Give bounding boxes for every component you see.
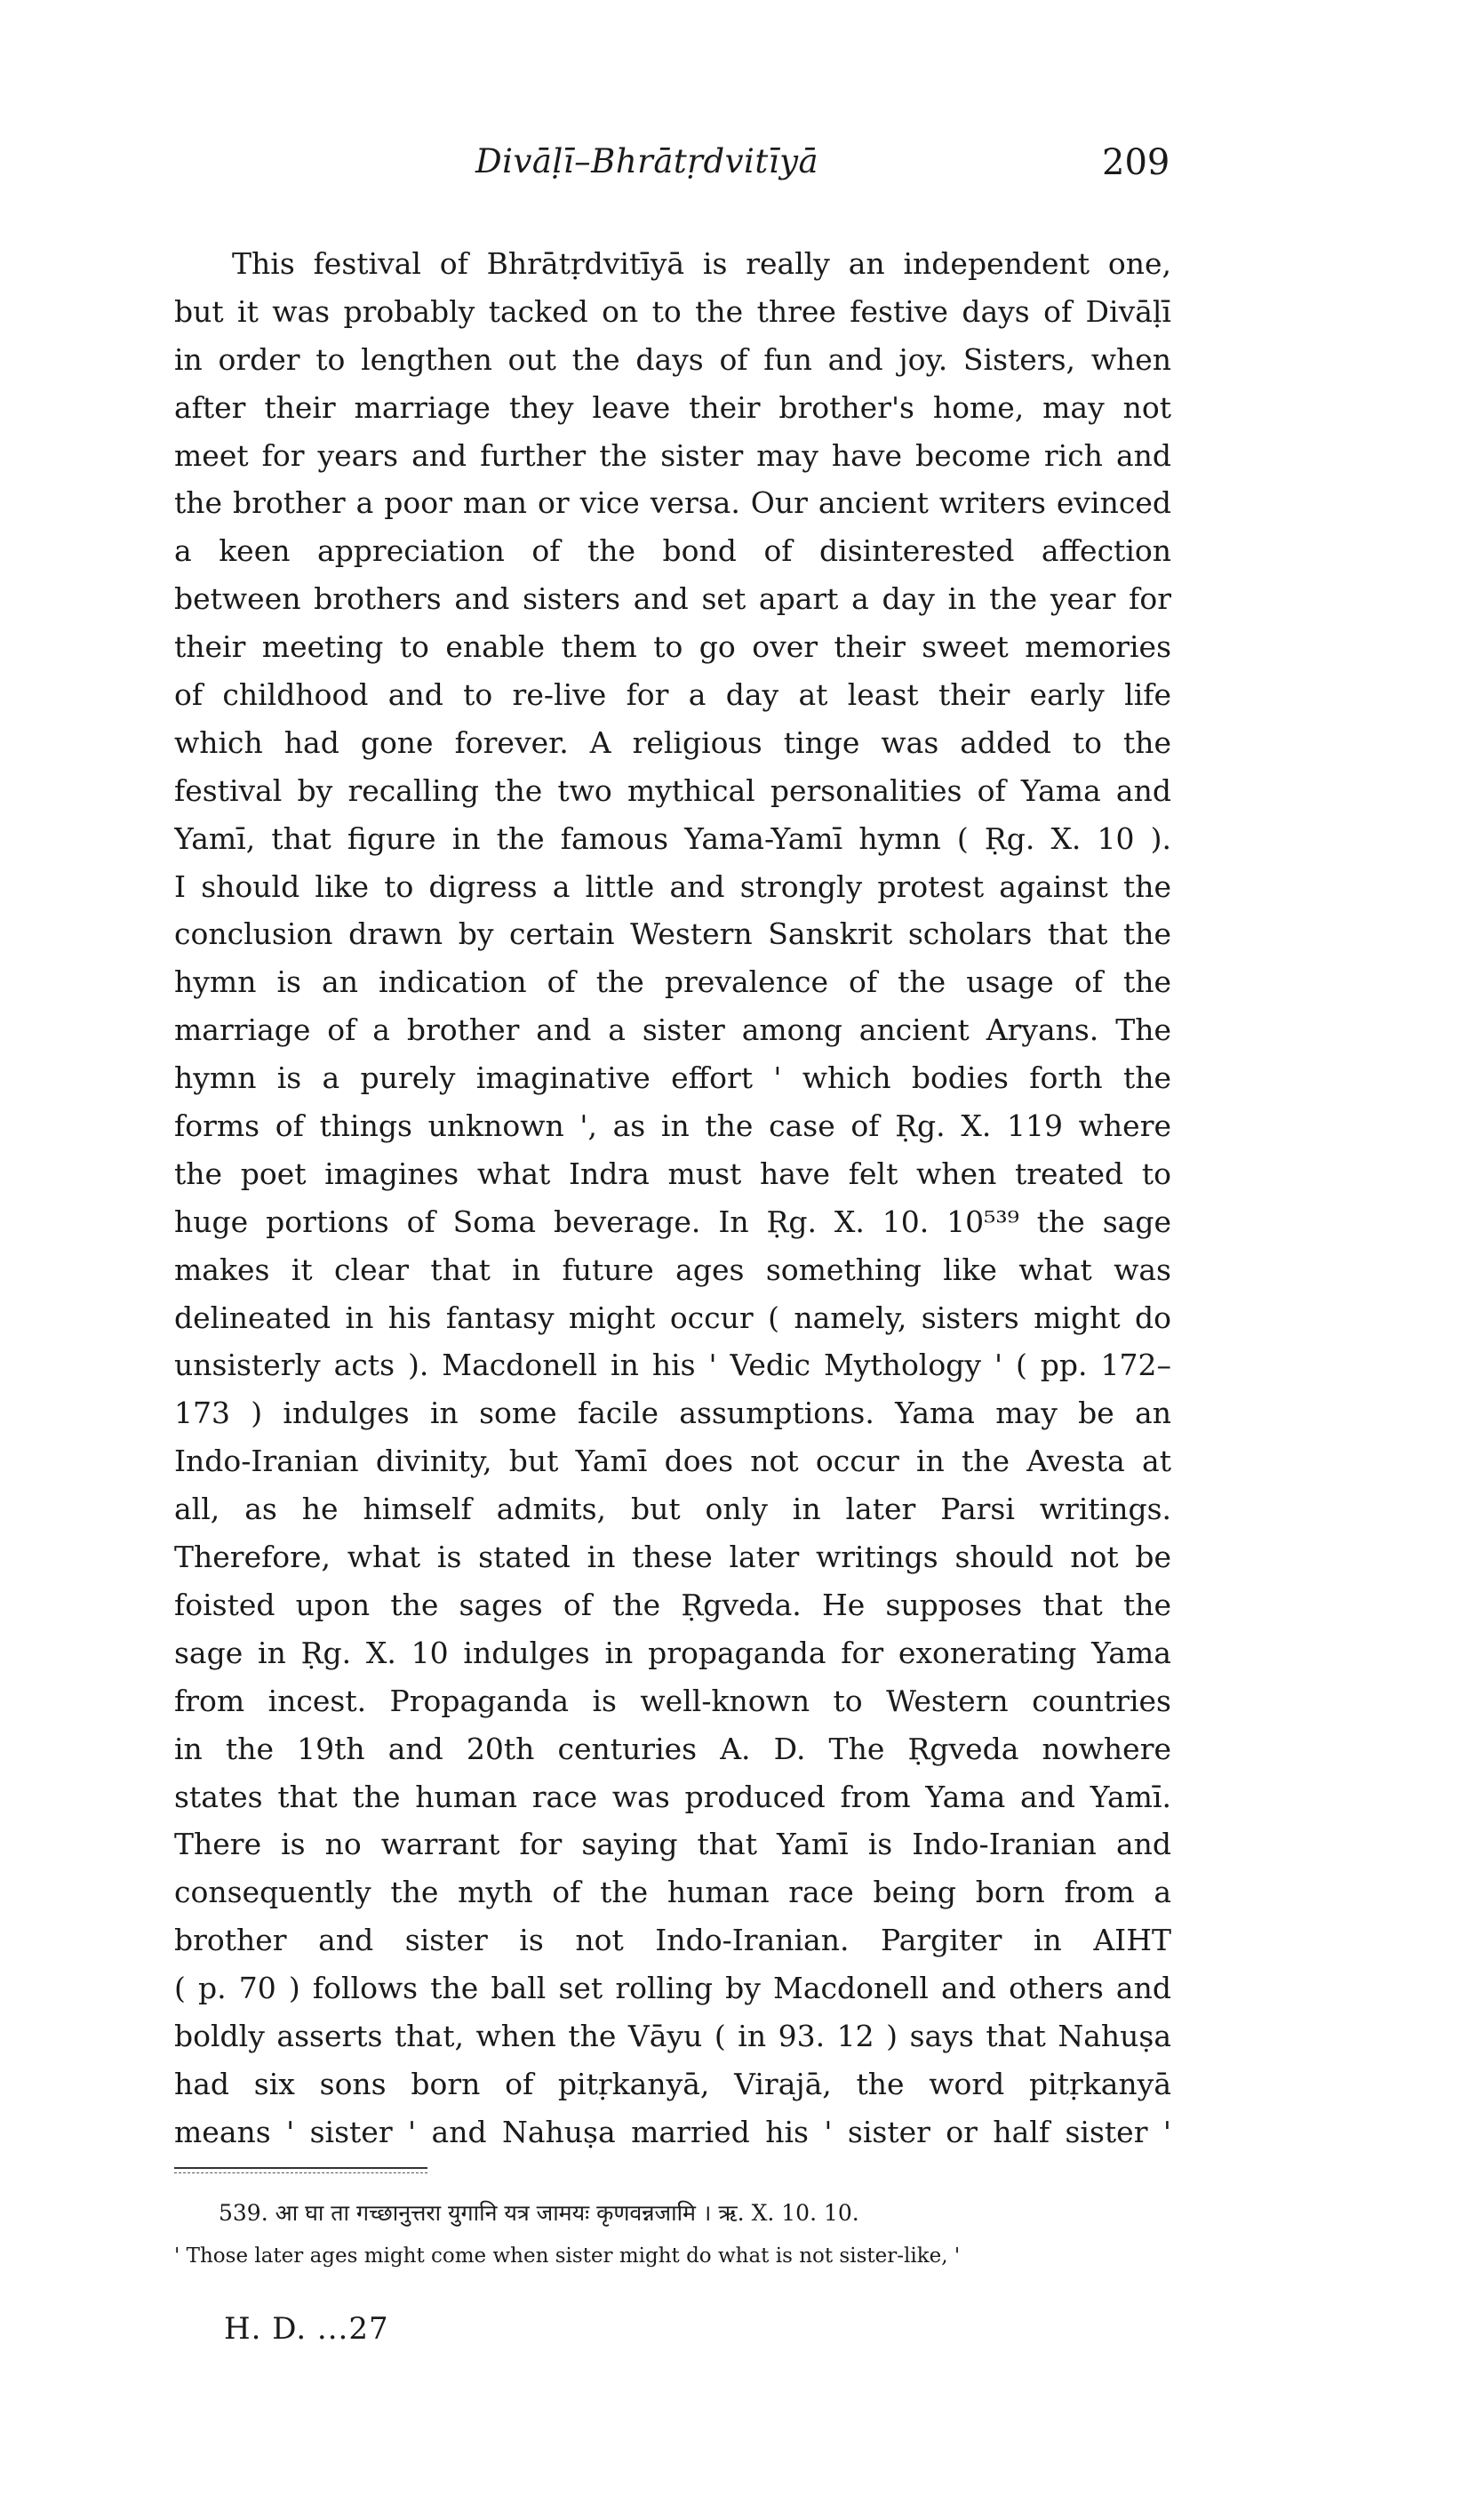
text-line: festival by recalling the two mythical personalities of Yama and (174, 772, 1171, 808)
text-line: hymn is a purely imaginative effort ' which bodies forth the (174, 1060, 1171, 1096)
text-line: consequently the myth of the human race being born from a (174, 1875, 1171, 1910)
text-line: boldly asserts that, when the Vāyu ( in 93. 12 ) says that Nahuṣa (174, 2018, 1171, 2053)
text-line: I should like to digress a little and strongly protest against the (174, 868, 1171, 904)
text-line: huge portions of Soma beverage. In Ṛg. X. 10. 10⁵³⁹ the sage (174, 1204, 1171, 1239)
running-header (0, 142, 1469, 196)
text-line: unsisterly acts ). Macdonell in his ' Vedic Mythology ' ( pp. 172– (174, 1348, 1171, 1383)
text-line: but it was probably tacked on to the three festive days of Divāḷī (174, 293, 1171, 329)
text-line: of childhood and to re-live for a day at least their early life (174, 677, 1171, 713)
footnote-rule-underline (174, 2172, 427, 2173)
page-number: 209 (1102, 142, 1170, 183)
footnote (174, 2192, 1171, 2277)
text-line: marriage of a brother and a sister among ancient Aryans. The (174, 1012, 1171, 1048)
text-line: delineated in his fantasy might occur ( namely, sisters might do (174, 1300, 1171, 1335)
text-line: ( p. 70 ) follows the ball set rolling by Macdonell and others and (174, 1971, 1171, 2006)
text-line: sage in Ṛg. X. 10 indulges in propaganda for exonerating Yama (174, 1635, 1171, 1670)
text-line: means ' sister ' and Nahuṣa married his ' sister or half sister ' (174, 2114, 1171, 2149)
text-line: from incest. Propaganda is well-known to Western countries (174, 1683, 1171, 1718)
text-line: all, as he himself admits, but only in later Parsi writings. (174, 1492, 1171, 1527)
footnote-translation-line: ' Those later ages might come when sister might do what is not sister-like, ' (174, 2244, 961, 2268)
text-line: the poet imagines what Indra must have felt when treated to (174, 1156, 1171, 1191)
printer-signature-mark: H. D. ...27 (224, 2311, 389, 2347)
text-line: Therefore, what is stated in these later writings should not be (174, 1540, 1171, 1575)
footnote-rule (174, 2167, 427, 2169)
text-line: hymn is an indication of the prevalence of the usage of the (174, 964, 1171, 1000)
text-line: between brothers and sisters and set apart a day in the year for (174, 581, 1171, 617)
text-line: Indo-Iranian divinity, but Yamī does not occur in the Avesta at (174, 1444, 1171, 1479)
text-line: states that the human race was produced from Yama and Yamī. (174, 1779, 1171, 1814)
text-line: Yamī, that figure in the famous Yama-Yamī hymn ( Ṛg. X. 10 ). (174, 820, 1171, 856)
text-line: after their marriage they leave their brother's home, may not (174, 389, 1171, 425)
footnote-sanskrit-line: 539. आ घा ता गच्छानुत्तरा युगानि यत्र जामयः कृणवन्नजामि । ऋ. X. 10. 10. (219, 2200, 859, 2226)
text-line: the brother a poor man or vice versa. Our ancient writers evinced (174, 485, 1171, 521)
text-line: conclusion drawn by certain Western Sanskrit scholars that the (174, 916, 1171, 952)
text-line: makes it clear that in future ages something like what was (174, 1252, 1171, 1287)
body-paragraph (174, 240, 1171, 2156)
text-line: a keen appreciation of the bond of disinterested affection (174, 533, 1171, 569)
text-line: There is no warrant for saying that Yamī is Indo-Iranian and (174, 1827, 1171, 1862)
text-line: meet for years and further the sister may have become rich and (174, 437, 1171, 473)
text-line: their meeting to enable them to go over their sweet memories (174, 629, 1171, 665)
text-line: forms of things unknown ', as in the case of Ṛg. X. 119 where (174, 1108, 1171, 1144)
text-line: foisted upon the sages of the Ṛgveda. He supposes that the (174, 1587, 1171, 1622)
text-line: in the 19th and 20th centuries A. D. The Ṛgveda nowhere (174, 1731, 1171, 1766)
text-line: 173 ) indulges in some facile assumptions. Yama may be an (174, 1396, 1171, 1431)
text-line: which had gone forever. A religious tinge was added to the (174, 724, 1171, 760)
running-title: Divāḷī–Bhrātṛdvitīyā (475, 142, 819, 180)
text-line: in order to lengthen out the days of fun and joy. Sisters, when (174, 341, 1171, 377)
text-line: brother and sister is not Indo-Iranian. Pargiter in AIHT (174, 1923, 1171, 1958)
text-line: This festival of Bhrātṛdvitīyā is really an independent one, (232, 246, 1171, 281)
text-line: had six sons born of pitṛkanyā, Virajā, the word pitṛkanyā (174, 2066, 1171, 2101)
